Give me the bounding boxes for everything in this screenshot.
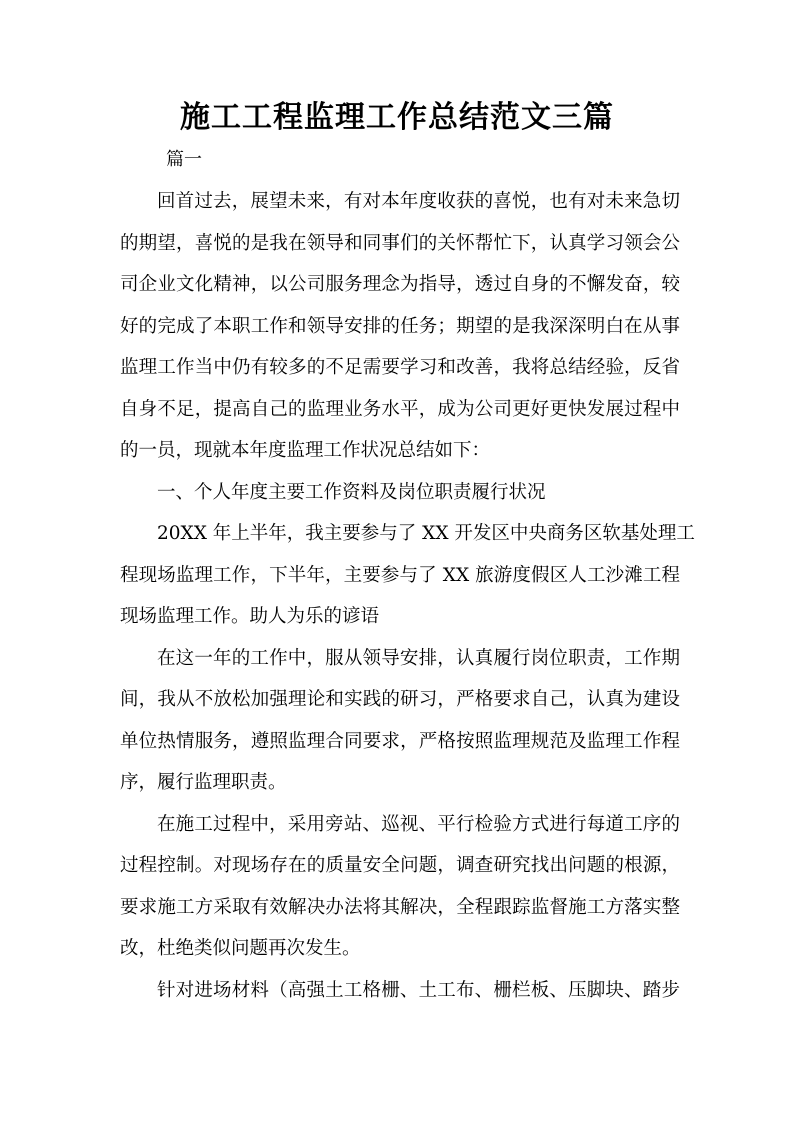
paragraph-line: 间，我从不放松加强理论和实践的研习，严格要求自己，认真为建设 (120, 689, 680, 710)
paragraph-line: 回首过去，展望未来，有对本年度收获的喜悦，也有对未来急切 (157, 191, 680, 212)
paragraph-line: 序，履行监理职责。 (120, 772, 287, 793)
page-title: 施工工程监理工作总结范文三篇 (180, 100, 614, 135)
paragraph-line: 司企业文化精神，以公司服务理念为指导，透过自身的不懈发奋，较 (120, 274, 680, 295)
paragraph-line: 的一员，现就本年度监理工作状况总结如下： (120, 440, 491, 461)
paragraph-line: 的期望，喜悦的是我在领导和同事们的关怀帮忙下，认真学习领会公 (120, 233, 680, 254)
paragraph-line: 好的完成了本职工作和领导安排的任务；期望的是我深深明白在从事 (120, 316, 680, 337)
paragraph-line: 过程控制。对现场存在的质量安全问题，调查研究找出问题的根源， (120, 855, 680, 876)
paragraph-line: 改，杜绝类似问题再次发生。 (120, 938, 361, 959)
paragraph-line: 单位热情服务，遵照监理合同要求，严格按照监理规范及监理工作程 (120, 731, 680, 752)
paragraph-line: 监理工作当中仍有较多的不足需要学习和改善，我将总结经验，反省 (120, 357, 680, 378)
paragraph-line: 20XX 年上半年，我主要参与了 XX 开发区中央商务区软基处理工 (157, 523, 695, 544)
paragraph-line: 自身不足，提高自己的监理业务水平，成为公司更好更快发展过程中 (120, 399, 680, 420)
section-heading: 篇一 (166, 149, 202, 170)
paragraph-line: 针对进场材料（高强土工格栅、土工布、栅栏板、压脚块、踏步 (157, 980, 680, 1001)
paragraph-line: 程现场监理工作，下半年，主要参与了 XX 旅游度假区人工沙滩工程 (120, 565, 680, 586)
paragraph-line: 在施工过程中，采用旁站、巡视、平行检验方式进行每道工序的 (157, 814, 680, 835)
paragraph-line: 在这一年的工作中，服从领导安排，认真履行岗位职责，工作期 (157, 648, 680, 669)
paragraph-line: 现场监理工作。助人为乐的谚语 (120, 606, 380, 627)
paragraph-line: 要求施工方采取有效解决办法将其解决，全程跟踪监督施工方落实整 (120, 897, 680, 918)
section-heading-line: 一、个人年度主要工作资料及岗位职责履行状况 (157, 482, 546, 503)
